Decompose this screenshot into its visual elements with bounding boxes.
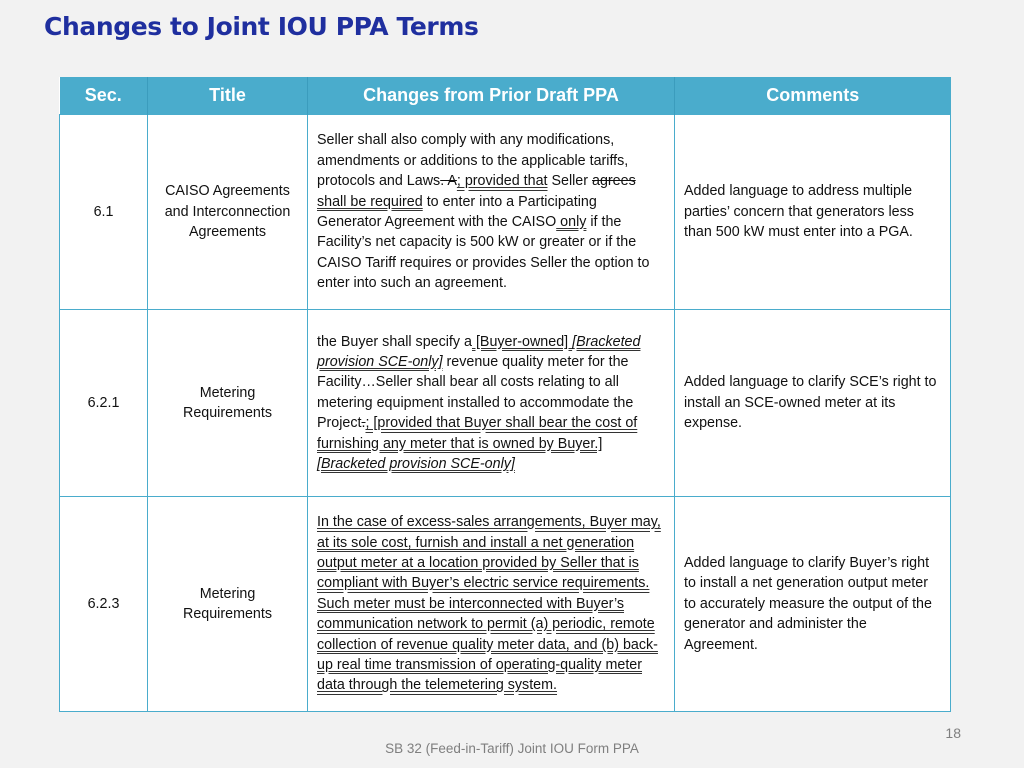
cell-title: CAISO Agreements and Interconnection Agreements xyxy=(148,115,308,310)
text-segment: to enter into a Participating Generator Agreement with the CAISO xyxy=(317,193,597,230)
table-header-row xyxy=(60,77,951,115)
text-segment: Seller xyxy=(547,173,592,190)
header-title: Title xyxy=(148,77,308,115)
table-row xyxy=(60,310,951,497)
table-row xyxy=(60,115,951,310)
text-segment: if the Facility’s net capacity is 500 kW or greater or if the CAISO Tariff requires or provides Seller the option to enter into such an agreement. xyxy=(317,214,650,292)
deleted-text: . A xyxy=(440,173,457,190)
table-row xyxy=(60,497,951,712)
header-comments: Comments xyxy=(675,77,951,115)
inserted-text: In the case of excess-sales arrangements, Buyer may, at its sole cost, furnish and install a net generation output meter at a location provided by Seller that is compliant with Buyer’s electric service requirements. Such meter must be interconnected with Buyer’s communication network to permit (a) periodic, remote collection of revenue quality meter data, and (b) back-up real time transmission of operating-quality meter data through the telemetering system. xyxy=(317,514,661,694)
ppa-changes-table xyxy=(59,77,951,712)
cell-sec: 6.2.1 xyxy=(60,310,148,497)
inserted-text: only xyxy=(556,214,587,230)
slide-title: Changes to Joint IOU PPA Terms xyxy=(44,12,479,41)
inserted-text: ; provided that xyxy=(456,173,548,190)
cell-comment: Added language to address multiple parties’ concern that generators less than 500 kW must enter into a PGA. xyxy=(675,115,951,310)
text-segment: revenue quality meter for the Facility…Seller shall bear all costs relating to all metering equipment installed to accommodate the Project xyxy=(317,353,634,432)
inserted-text: [Bracketed provision SCE-only] xyxy=(317,456,515,473)
text-segment: Seller shall also comply with any modifications, amendments or additions to the applicable tariffs, protocols and Laws xyxy=(317,132,629,190)
deleted-text: agrees xyxy=(592,173,636,190)
text-segment: the Buyer shall specify a xyxy=(317,333,472,350)
cell-sec: 6.1 xyxy=(60,115,148,310)
page-number: 18 xyxy=(945,725,961,741)
inserted-text: shall be required xyxy=(317,193,423,210)
cell-changes xyxy=(308,310,675,497)
cell-title: Metering Requirements xyxy=(148,310,308,497)
inserted-text: [Buyer-owned] xyxy=(471,333,573,350)
inserted-text: [Bracketed provision SCE-only] xyxy=(317,333,641,370)
inserted-text: ; [provided that Buyer shall bear the cost of furnishing any meter that is owned by Buyer.] xyxy=(317,415,638,452)
header-changes: Changes from Prior Draft PPA xyxy=(308,77,675,115)
deleted-text: . xyxy=(361,415,366,432)
cell-comment: Added language to clarify Buyer’s right to install a net generation output meter to accurately measure the output of the generator and administer the Agreement. xyxy=(675,497,951,712)
cell-sec: 6.2.3 xyxy=(60,497,148,712)
footer-text: SB 32 (Feed-in-Tariff) Joint IOU Form PPA xyxy=(385,741,639,756)
cell-comment: Added language to clarify SCE’s right to install an SCE-owned meter at its expense. xyxy=(675,310,951,497)
cell-changes xyxy=(308,497,675,712)
cell-title: Metering Requirements xyxy=(148,497,308,712)
cell-changes xyxy=(308,115,675,310)
header-sec: Sec. xyxy=(60,77,148,115)
